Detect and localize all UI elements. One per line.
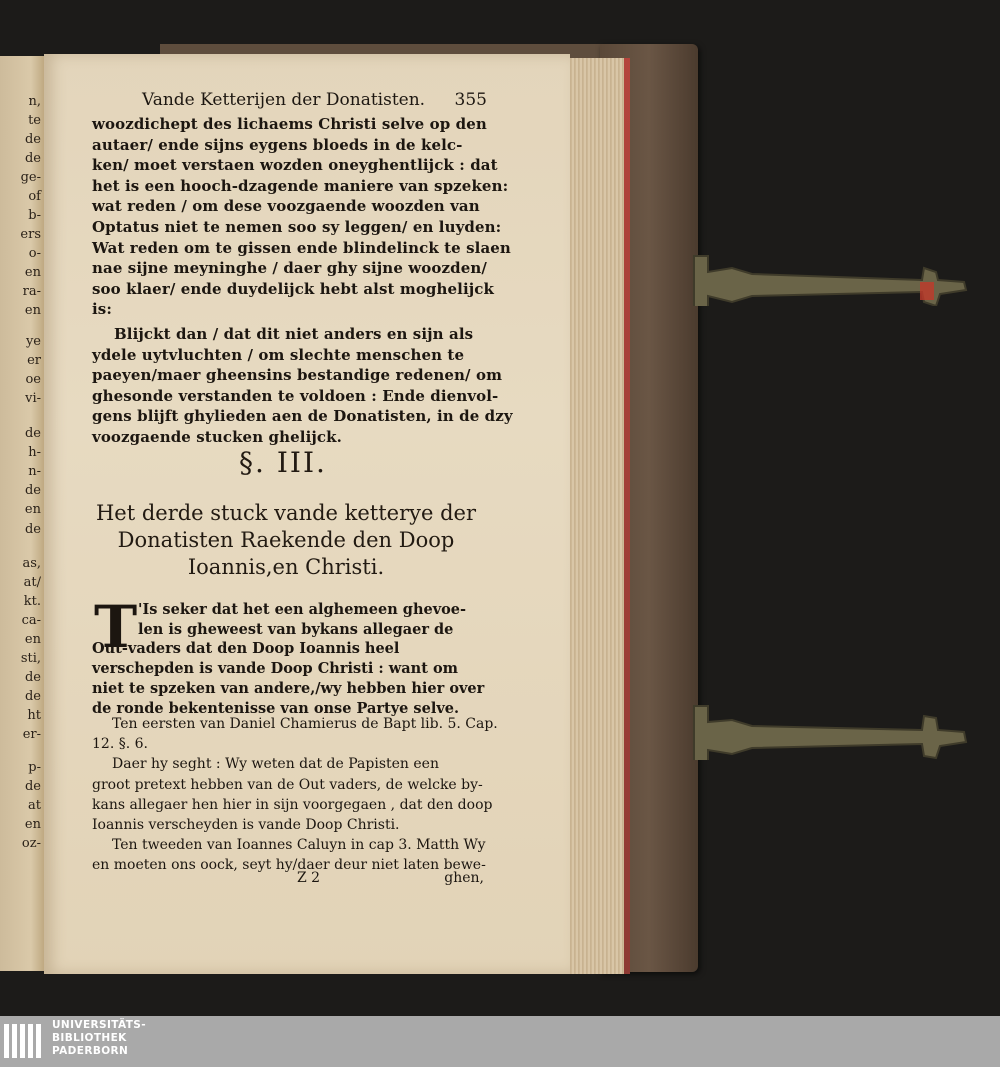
chapter-title-line: Donatisten Raekende den Doop [117,528,455,552]
text-line: wat reden / om dese voozgaende woozden van [92,197,480,216]
left-page-fragment: n- [28,464,41,479]
text-line: kans allegaer hen hier in sijn voorgegaen , dat den doop [92,796,493,813]
text-line: gens blijft ghylieden aen de Donatisten, in de dzy [92,407,513,426]
body-paragraph-3 [92,714,498,876]
text-line: soo klaer/ ende duydelijck hebt alst moghelijck [92,279,495,298]
left-page-fragment: p- [28,760,41,775]
left-page-fragment: er [27,353,41,368]
left-page-fragment: ge- [20,170,41,185]
left-page-fragment: er- [22,727,41,742]
text-line: de ronde bekentenisse van onse Partye selve. [92,699,460,717]
logo-line-1: UNIVERSITÄTS- [52,1019,147,1031]
left-page [0,56,46,971]
left-page-fragment: ye [25,334,41,349]
left-page-fragment: sti, [20,651,41,666]
text-line: verschepden is vande Doop Christi : want om [92,660,458,678]
section-mark: §. III. [239,446,327,479]
text-line: voozgaende stucken ghelijck. [92,427,342,446]
body-paragraph-1 [92,114,513,448]
left-page-fragment: de [24,483,41,498]
left-page-fragment: vi- [25,391,41,406]
signature-mark: Z 2 [297,870,321,886]
text-line: 'Is seker dat het een alghemeen ghevoe- [138,601,467,618]
left-page-fragment: as, [22,556,41,571]
text-line: groot pretext hebben van de Out vaders, de welcke by- [92,776,483,793]
running-head-title: Vande Ketterijen der Donatisten. [142,90,426,110]
left-page-fragment: of [28,189,41,204]
text-line: ken/ moet verstaen wozden oneyghentlijck : dat [92,156,498,175]
running-head [142,90,487,110]
text-line: autaer/ ende sijns eygens bloeds in de kelc- [92,135,463,154]
chapter-title [90,500,482,581]
text-line: len is gheweest van bykans allegaer de [138,620,454,638]
body-paragraph-2 [92,593,485,718]
catchword: ghen, [444,870,484,886]
text-line: 12. §. 6. [92,736,148,753]
left-page-fragment: o- [28,246,41,261]
left-page-fragment: de [24,670,41,685]
text-line: Out-vaders dat den Doop Ioannis heel [92,640,400,658]
drop-cap: T [94,593,138,661]
text-line: nae sijne meyninghe / daer ghy sijne woozden/ [92,259,487,278]
left-page-fragment: oe [25,372,41,387]
library-footer-bar [0,1016,1000,1067]
left-page-fragment: de [24,132,41,147]
text-line: Daer hy seght : Wy weten dat de Papisten een [112,756,439,773]
left-page-fragment: ra- [22,284,41,299]
left-page-fragment: de [24,426,41,441]
text-line: ghesonde verstanden te voldoen : Ende dienvol- [92,386,499,405]
page-number: 355 [454,90,487,110]
text-line: niet te spzeken van andere,/wy hebben hier over [92,679,485,697]
page-edges [566,58,630,974]
text-line: Optatus niet te nemen soo sy leggen/ en luyden: [92,217,502,236]
left-page-fragment: en [24,265,41,280]
left-page-fragment: at [28,798,41,813]
left-page-fragment: en [24,502,41,517]
left-page-fragment: kt. [23,594,41,609]
left-page-fragment: de [24,689,41,704]
left-page-fragment: n, [28,94,41,109]
text-line: woozdichept des lichaems Christi selve op den [92,115,487,133]
left-page-fragment: te [28,113,41,128]
left-page-fragment: de [24,522,41,537]
left-page-fragment: de [24,779,41,794]
left-page-fragment: de [24,151,41,166]
left-page-fragment: en [24,303,41,318]
left-page-fragment: at/ [23,575,41,590]
text-line: paeyen/maer gheensins bestandige redenen/ om [92,366,503,385]
text-line: Ten tweeden van Ioannes Caluyn in cap 3. Matth Wy [112,837,486,854]
library-logo-text [52,1019,146,1058]
library-logo-icon [4,1020,46,1062]
text-line: het is een hooch-dzagende maniere van spzeken: [92,176,509,195]
clasp-lower [692,704,972,760]
logo-line-3: PADERBORN [52,1045,129,1057]
text-line: Ten eersten van Daniel Chamierus de Bapt lib. 5. Cap. [112,716,498,732]
text-line: ydele uytvluchten / om slechte menschen te [92,345,465,364]
left-page-fragment: ers [20,227,41,242]
left-page-fragment: ca- [21,613,41,628]
left-page-fragment: b- [28,208,41,223]
left-page-fragment: oz- [21,836,41,851]
chapter-title-line: Het derde stuck vande ketterye der [95,501,477,525]
chapter-title-line: Ioannis,en Christi. [187,555,385,579]
clasp-upper [692,250,972,306]
left-page-fragment: en [24,632,41,647]
text-line: Wat reden om te gissen ende blindelinck te slaen [92,238,511,257]
left-page-fragment: h- [28,445,41,460]
left-page-fragment: ht [27,708,41,723]
text-line: Blijckt dan / dat dit niet anders en sijn als [114,324,474,343]
left-page-fragment: en [24,817,41,832]
logo-line-2: BIBLIOTHEK [52,1032,127,1044]
text-line: en moeten ons oock, seyt hy/daer deur niet laten bewe- [92,857,486,874]
text-line: Ioannis verscheyden is vande Doop Christi. [92,817,400,834]
text-line: is: [92,300,112,319]
